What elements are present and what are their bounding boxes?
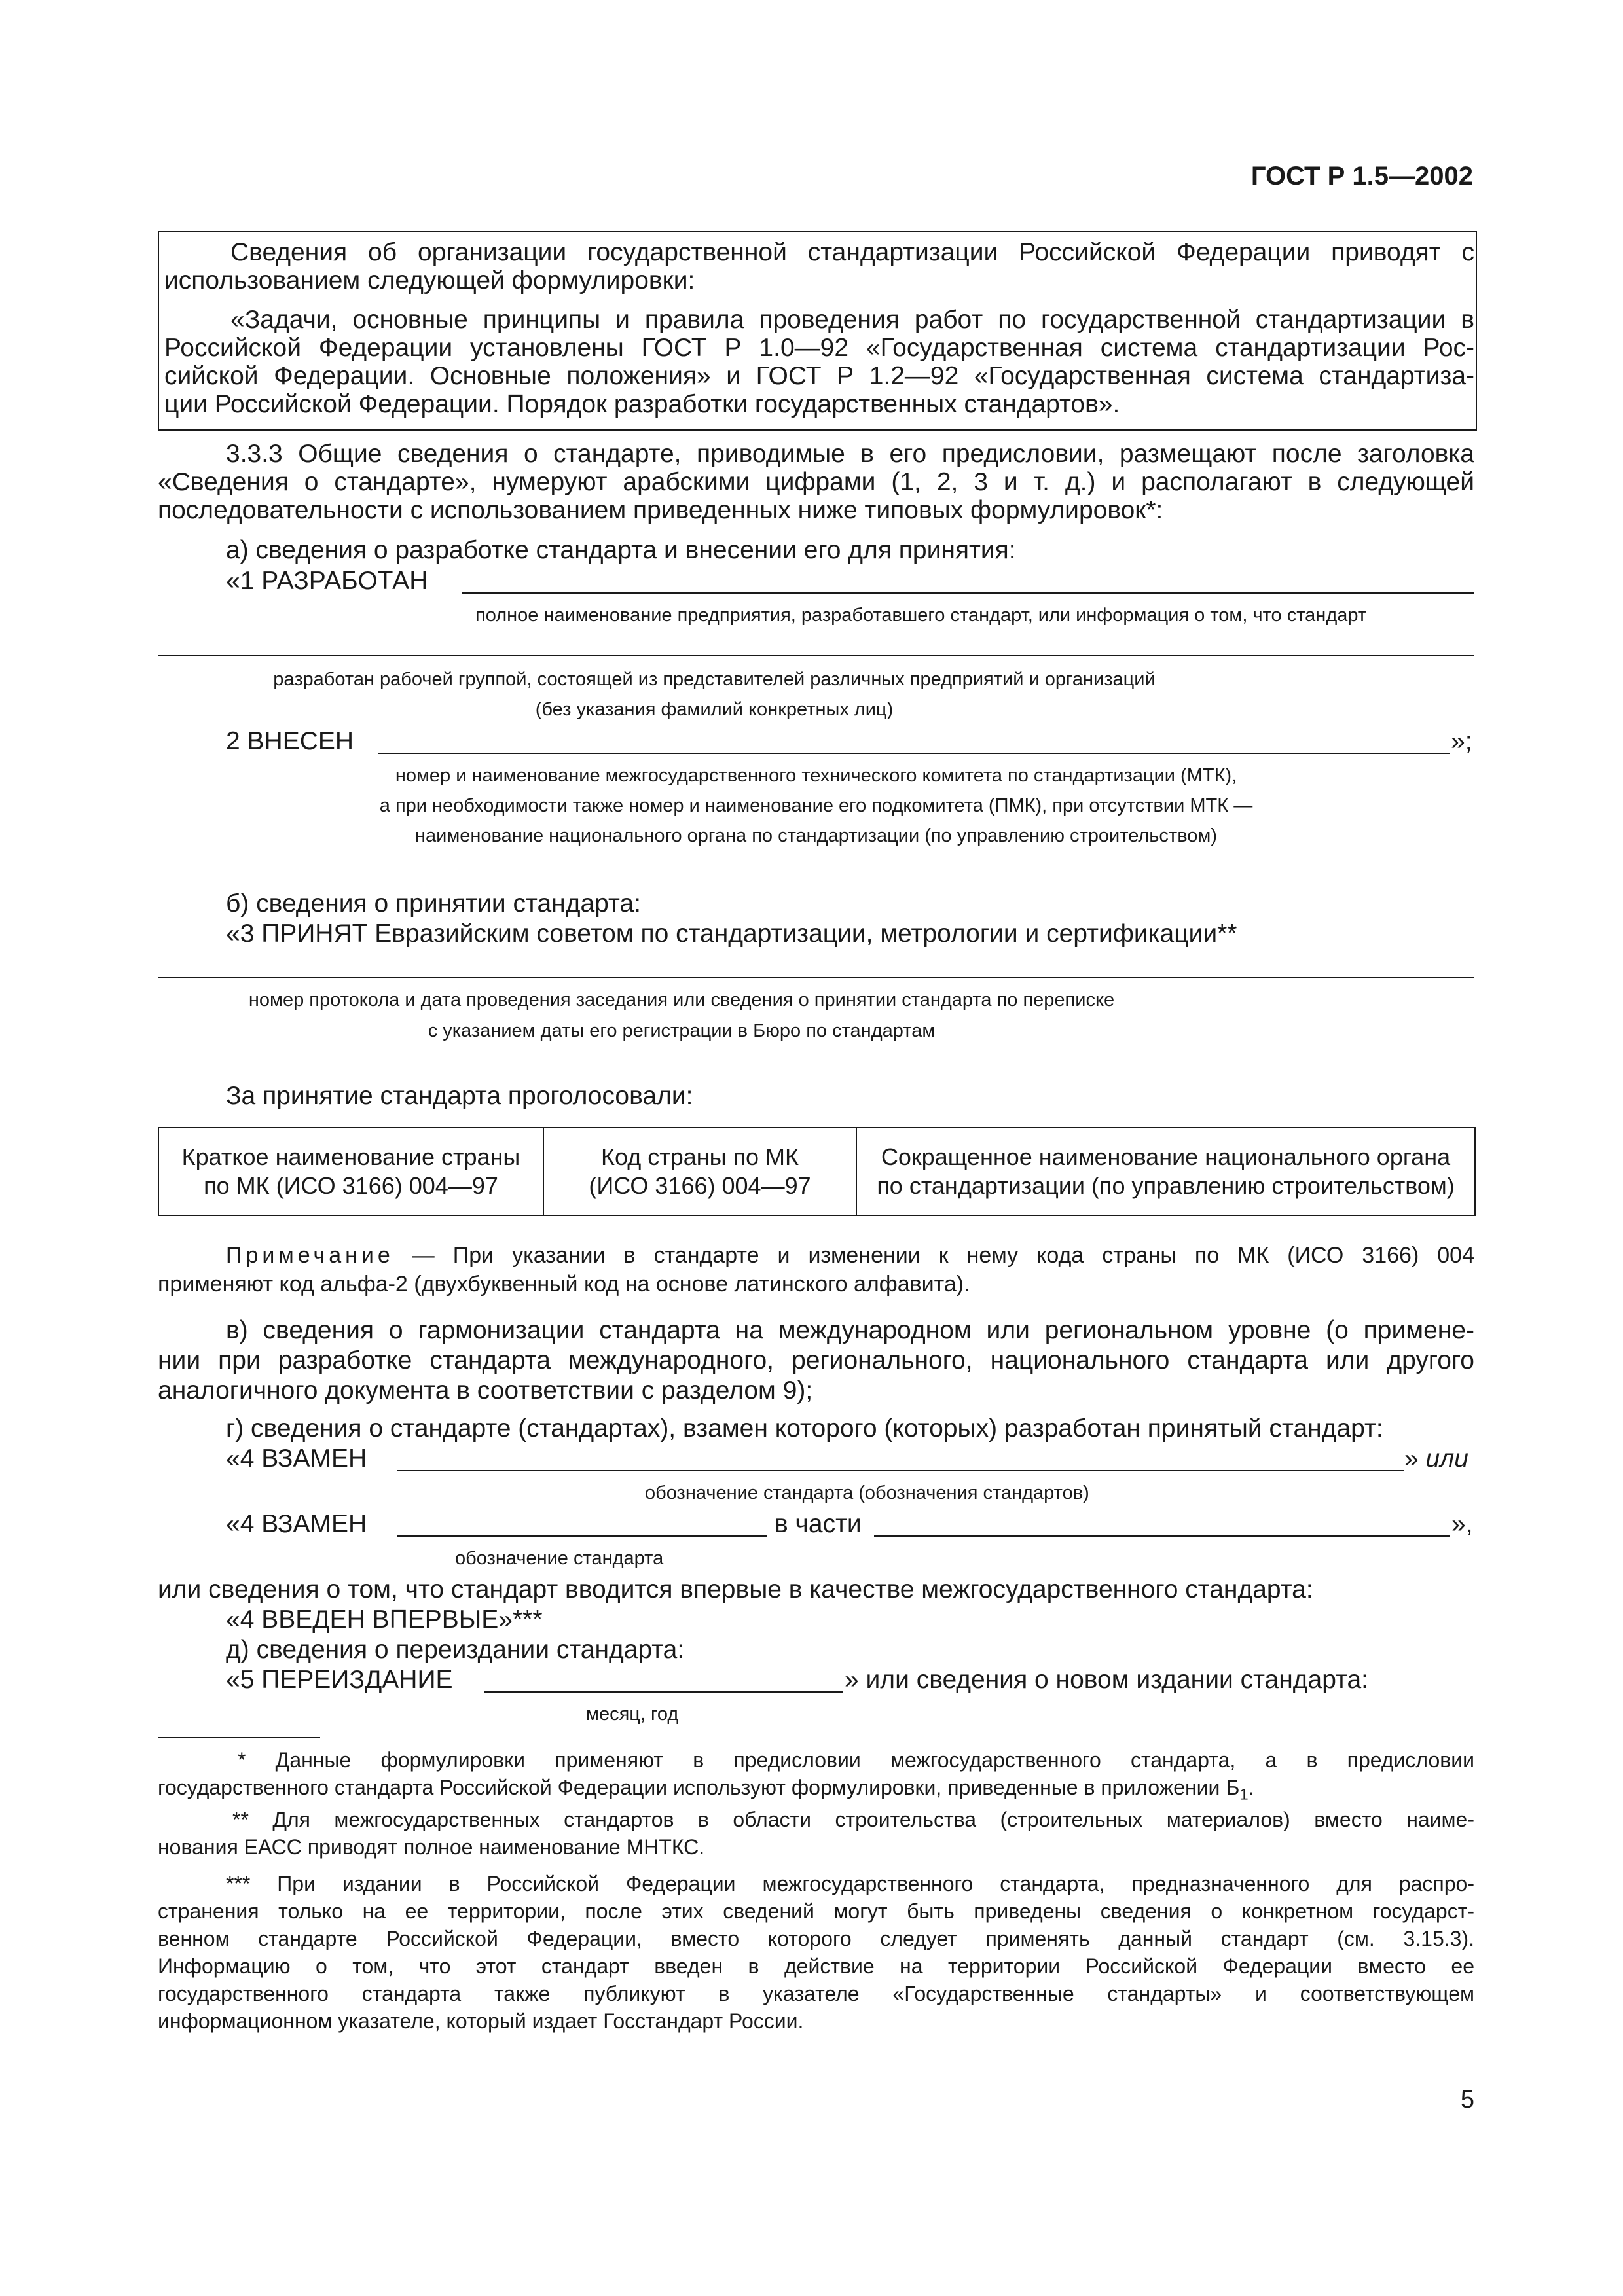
- developed-label: «1 РАЗРАБОТАН: [226, 567, 428, 595]
- replace2-end: »,: [1451, 1510, 1473, 1538]
- note: [226, 1242, 1474, 1269]
- replace-hint: обозначение стандарта (обозначения стандартов): [645, 1482, 1089, 1503]
- developed-blank-line: [462, 592, 1474, 594]
- replace-end: [1404, 1444, 1468, 1473]
- item-b-title: б) сведения о принятии стандарта:: [226, 889, 641, 918]
- developed-hint: (без указания фамилий конкретных лиц): [535, 699, 894, 720]
- note-label: Примечание: [226, 1243, 394, 1268]
- replace-blank-line: [397, 1470, 1404, 1471]
- boxed-line: Российской Федерации установлены ГОСТ Р 1.0—92 «Государственная система стандартизации Рос-: [164, 334, 1474, 362]
- adopted-text: «3 ПРИНЯТ Евразийским советом по стандартизации, метрологии и сертификации**: [226, 920, 1237, 948]
- adopted-blank-line: [158, 977, 1474, 978]
- footnote-1-cont: [158, 1774, 1254, 1808]
- boxed-line: «Задачи, основные принципы и правила проведения работ по государственной стандартизации в: [230, 306, 1474, 334]
- first-time-label: «4 ВВЕДЕН ВПЕРВЫЕ»***: [226, 1605, 543, 1634]
- replace2-label: «4 ВЗАМЕН: [226, 1510, 367, 1538]
- replace2-part-blank-line: [874, 1535, 1450, 1537]
- vote-table-header: Краткое наименование страны по МК (ИСО 3166) 004—97: [158, 1128, 543, 1215]
- footnote-1: * Данные формулировки применяют в предисловии межгосударственного стандарта, а в предисловии: [238, 1748, 1474, 1772]
- item-g-title: г) сведения о стандарте (стандартах), взамен которого (которых) разработан принятый стандарт:: [226, 1414, 1383, 1443]
- footnote-3: венном стандарте Российской Федерации, вместо которого следует применять данный стандарт (см. 3.15.3).: [158, 1927, 1474, 1950]
- first-time-text: или сведения о том, что стандарт вводится впервые в качестве межгосударственного стандарта:: [158, 1575, 1313, 1604]
- reissue-end: » или сведения о новом издании стандарта:: [845, 1666, 1368, 1694]
- page-number: 5: [1460, 2086, 1474, 2113]
- boxed-line: сийской Федерации. Основные положения» и ГОСТ Р 1.2—92 «Государственная система стандартиза-: [164, 362, 1474, 390]
- replace2-blank-line: [397, 1535, 767, 1537]
- vote-table-header: Сокращенное наименование национального органа по стандартизации (по управлению строительством): [856, 1128, 1475, 1215]
- footnote-2: ** Для межгосударственных стандартов в области строительства (строительных материалов) вместо наиме-: [232, 1808, 1474, 1831]
- boxed-line: ции Российской Федерации. Порядок разработки государственных стандартов».: [164, 390, 1120, 418]
- footnote-2-cont: нования ЕАСС приводят полное наименование МНТКС.: [158, 1835, 705, 1859]
- replace-label: «4 ВЗАМЕН: [226, 1444, 367, 1473]
- adopted-hint: номер протокола и дата проведения заседания или сведения о принятии стандарта по переписке: [248, 990, 1115, 1011]
- reissue-blank-line: [484, 1691, 843, 1693]
- submitted-hint: а при необходимости также номер и наименование его подкомитета (ПМК), при отсутствии МТК —: [379, 795, 1253, 816]
- footnote-separator: [158, 1737, 320, 1738]
- boxed-line: Сведения об организации государственной стандартизации Российской Федерации приводят с: [230, 238, 1474, 266]
- replace2-part: в части: [775, 1510, 862, 1538]
- reissue-label: «5 ПЕРЕИЗДАНИЕ: [226, 1666, 453, 1694]
- item-v-line: в) сведения о гармонизации стандарта на международном или региональном уровне (о примене-: [226, 1316, 1474, 1344]
- submitted-label: 2 ВНЕСЕН: [226, 727, 354, 755]
- intro-line: 3.3.3 Общие сведения о стандарте, приводимые в его предисловии, размещают после заголовка: [226, 440, 1474, 468]
- submitted-end: »;: [1451, 727, 1472, 755]
- replace-end-quote: »: [1404, 1444, 1419, 1473]
- note-line: — При указании в стандарте и изменении к нему кода страны по МК (ИСО 3166) 004: [412, 1243, 1474, 1268]
- note-line: применяют код альфа-2 (двухбуквенный код на основе латинского алфавита).: [158, 1272, 970, 1297]
- replace2-hint: обозначение стандарта: [455, 1548, 664, 1569]
- boxed-line: использованием следующей формулировки:: [164, 266, 695, 295]
- vote-table-header: Код страны по МК (ИСО 3166) 004—97: [543, 1128, 856, 1215]
- footnote-3: государственного стандарта также публикуют в указателе «Государственные стандарты» и соответствующем: [158, 1982, 1474, 2005]
- item-a-title: а) сведения о разработке стандарта и внесении его для принятия:: [226, 536, 1016, 564]
- developed-blank-line-2: [158, 655, 1474, 656]
- developed-hint: полное наименование предприятия, разработавшего стандарт, или информация о том, что стандарт: [475, 605, 1367, 626]
- submitted-blank-line: [378, 753, 1450, 754]
- footnote-3: странения только на ее территории, после этих сведений могут быть приведены сведения о конкретном государст-: [158, 1899, 1474, 1923]
- footnote-1-period: .: [1248, 1776, 1254, 1799]
- replace-or: или: [1425, 1444, 1468, 1473]
- item-v-line: аналогичного документа в соответствии с разделом 9);: [158, 1376, 813, 1405]
- intro-line: последовательности с использованием приведенных ниже типовых формулировок*:: [158, 496, 1163, 524]
- footnote-3: информационном указателе, который издает Госстандарт России.: [158, 2009, 804, 2033]
- item-d-title: д) сведения о переиздании стандарта:: [226, 1636, 685, 1664]
- submitted-hint: наименование национального органа по стандартизации (по управлению строительством): [414, 825, 1217, 846]
- developed-hint: разработан рабочей группой, состоящей из представителей различных предприятий и организаций: [273, 669, 1156, 690]
- vote-table: [158, 1127, 1476, 1216]
- footnote-3: *** При издании в Российской Федерации межгосударственного стандарта, предназначенного для распро-: [226, 1872, 1474, 1895]
- reissue-hint: месяц, год: [586, 1704, 679, 1725]
- footnote-1-subscript: 1: [1239, 1785, 1249, 1804]
- footnote-1-text: государственного стандарта Российской Федерации используют формулировки, приведенные в приложении Б: [158, 1776, 1240, 1799]
- doc-header-code: ГОСТ Р 1.5—2002: [1250, 162, 1473, 190]
- voted-title: За принятие стандарта проголосовали:: [226, 1082, 693, 1110]
- intro-line: «Сведения о стандарте», нумеруют арабскими цифрами (1, 2, 3 и т. д.) и располагают в следующей: [158, 468, 1474, 496]
- submitted-hint: номер и наименование межгосударственного технического комитета по стандартизации (МТК),: [395, 765, 1237, 786]
- footnote-3: Информацию о том, что этот стандарт введен в действие на территории Российской Федерации вместо ее: [158, 1954, 1474, 1978]
- adopted-hint: с указанием даты его регистрации в Бюро по стандартам: [428, 1020, 936, 1041]
- item-v-line: нии при разработке стандарта международного, регионального, национального стандарта или другого: [158, 1346, 1474, 1374]
